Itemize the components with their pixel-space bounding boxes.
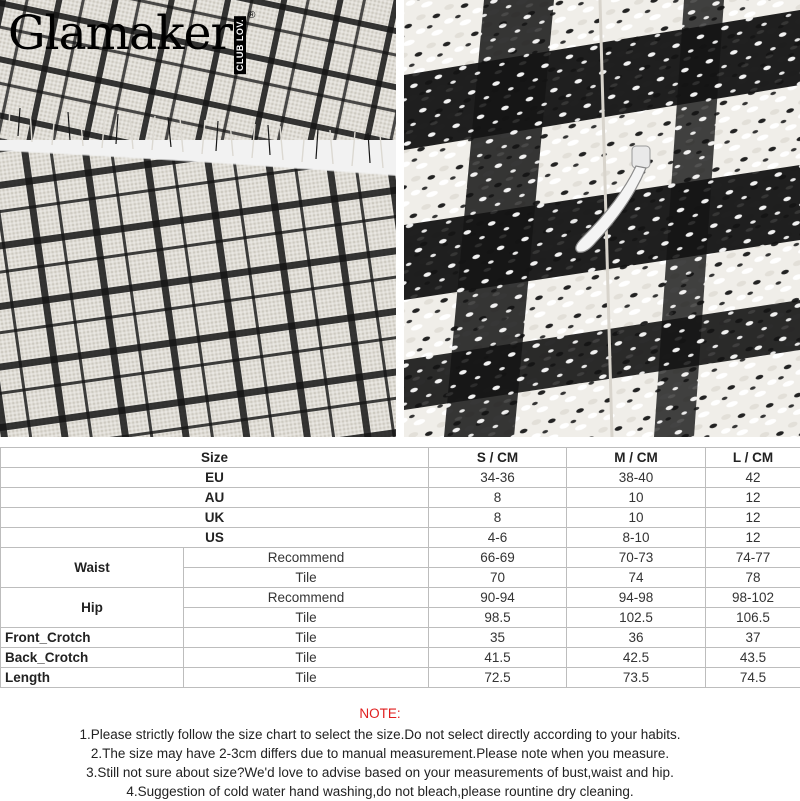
measure-type-label: Tile	[184, 568, 429, 588]
size-value-s: 41.5	[429, 648, 567, 668]
size-value-s: 35	[429, 628, 567, 648]
tweed-zipper-closeup-photo	[404, 0, 800, 437]
table-row-au	[1, 488, 800, 508]
size-value-s: 70	[429, 568, 567, 588]
size-header-s: S / CM	[429, 448, 567, 468]
measure-type-label: Tile	[184, 608, 429, 628]
region-label: AU	[1, 488, 429, 508]
registered-mark: ®	[248, 10, 255, 21]
size-value-m: 10	[567, 488, 706, 508]
measure-type-label: Tile	[184, 668, 429, 688]
size-value-l: 12	[706, 528, 800, 548]
note-line: 3.Still not sure about size?We'd love to advise based on your measurements of bust,waist and hip.	[0, 763, 760, 782]
table-row-uk	[1, 508, 800, 528]
size-value-l: 74-77	[706, 548, 800, 568]
table-row-front-crotch	[1, 628, 800, 648]
size-value-l: 98-102	[706, 588, 800, 608]
measure-label: Length	[1, 668, 184, 688]
size-value-l: 12	[706, 488, 800, 508]
size-value-s: 72.5	[429, 668, 567, 688]
table-row-us	[1, 528, 800, 548]
table-row-hip-recommend	[1, 588, 800, 608]
size-value-s: 8	[429, 488, 567, 508]
size-header-l: L / CM	[706, 448, 800, 468]
size-value-m: 74	[567, 568, 706, 588]
region-label: UK	[1, 508, 429, 528]
brand-name: Glamaker	[8, 6, 232, 62]
table-row-back-crotch	[1, 648, 800, 668]
size-value-l: 43.5	[706, 648, 800, 668]
hip-label: Hip	[1, 588, 184, 628]
measure-type-label: Recommend	[184, 588, 429, 608]
notes-section	[0, 704, 760, 801]
size-value-m: 102.5	[567, 608, 706, 628]
size-value-m: 94-98	[567, 588, 706, 608]
size-value-l: 106.5	[706, 608, 800, 628]
size-value-m: 70-73	[567, 548, 706, 568]
size-value-m: 73.5	[567, 668, 706, 688]
size-value-m: 8-10	[567, 528, 706, 548]
size-value-l: 37	[706, 628, 800, 648]
measure-type-label: Recommend	[184, 548, 429, 568]
size-value-l: 74.5	[706, 668, 800, 688]
note-line: 4.Suggestion of cold water hand washing,do not bleach,please rountine dry cleaning.	[0, 782, 760, 801]
region-label: US	[1, 528, 429, 548]
waist-label: Waist	[1, 548, 184, 588]
size-value-s: 8	[429, 508, 567, 528]
table-row-eu	[1, 468, 800, 488]
size-value-m: 42.5	[567, 648, 706, 668]
size-value-s: 34-36	[429, 468, 567, 488]
note-title: NOTE:	[0, 704, 760, 723]
size-chart-table	[0, 447, 800, 688]
size-header-m: M / CM	[567, 448, 706, 468]
size-value-s: 66-69	[429, 548, 567, 568]
brand-logo	[8, 6, 265, 74]
brand-badge: CLUB LOV.	[234, 16, 246, 74]
size-value-m: 36	[567, 628, 706, 648]
note-line: 1.Please strictly follow the size chart to select the size.Do not select directly according to your habits.	[0, 725, 760, 744]
measure-label: Back_Crotch	[1, 648, 184, 668]
measure-type-label: Tile	[184, 648, 429, 668]
size-value-l: 12	[706, 508, 800, 528]
size-value-s: 4-6	[429, 528, 567, 548]
size-value-s: 90-94	[429, 588, 567, 608]
measure-type-label: Tile	[184, 628, 429, 648]
size-value-m: 10	[567, 508, 706, 528]
size-value-l: 78	[706, 568, 800, 588]
size-header-row	[1, 448, 800, 468]
table-row-length	[1, 668, 800, 688]
size-value-m: 38-40	[567, 468, 706, 488]
size-value-s: 98.5	[429, 608, 567, 628]
table-row-waist-recommend	[1, 548, 800, 568]
size-value-l: 42	[706, 468, 800, 488]
region-label: EU	[1, 468, 429, 488]
note-line: 2.The size may have 2-3cm differs due to manual measurement.Please note when you measure.	[0, 744, 760, 763]
measure-label: Front_Crotch	[1, 628, 184, 648]
size-header-label: Size	[1, 448, 429, 468]
